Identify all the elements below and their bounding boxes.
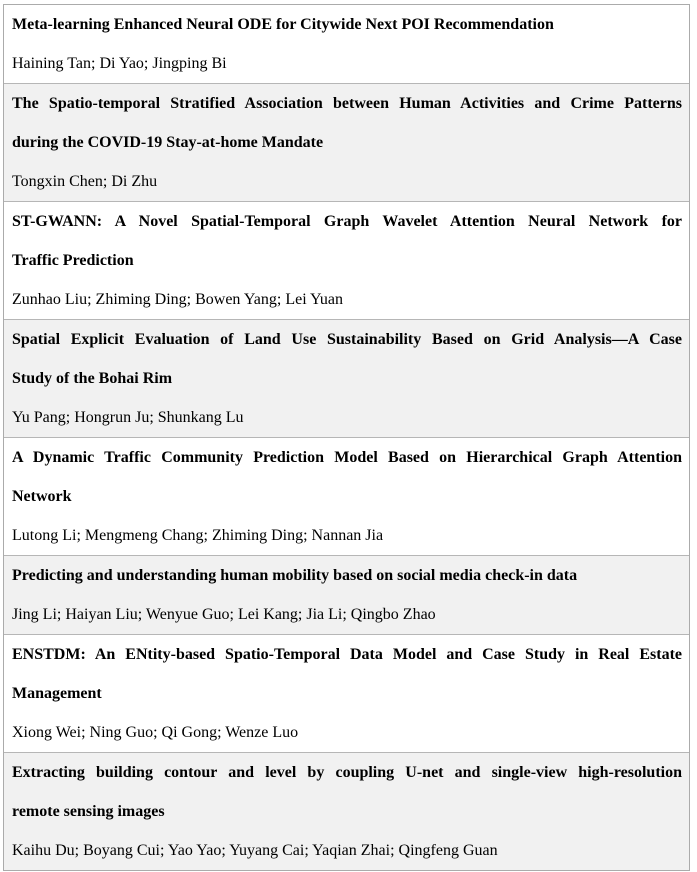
paper-title (12, 320, 682, 398)
paper-authors: Xiong Wei; Ning Guo; Qi Gong; Wenze Luo (12, 724, 299, 741)
paper-title (12, 753, 682, 831)
paper-row (4, 319, 689, 437)
paper-authors: Jing Li; Haiyan Liu; Wenyue Guo; Lei Kang; Jia Li; Qingbo Zhao (12, 606, 436, 623)
paper-row (4, 752, 689, 870)
paper-title (12, 635, 682, 713)
paper-row (4, 83, 689, 201)
paper-title-line: Traffic Prediction (12, 252, 134, 269)
paper-title-line: during the COVID-19 Stay-at-home Mandate (12, 134, 324, 151)
paper-title-line: ST-GWANN: A Novel Spatial-Temporal Graph Wavelet Attention Neural Network for (12, 213, 682, 230)
paper-authors: Zunhao Liu; Zhiming Ding; Bowen Yang; Lei Yuan (12, 291, 343, 308)
paper-row (4, 555, 689, 634)
paper-title-line: Spatial Explicit Evaluation of Land Use Sustainability Based on Grid Analysis—A Case (12, 331, 682, 348)
paper-authors: Kaihu Du; Boyang Cui; Yao Yao; Yuyang Cai; Yaqian Zhai; Qingfeng Guan (12, 842, 498, 859)
paper-title-line: A Dynamic Traffic Community Prediction Model Based on Hierarchical Graph Attention (12, 449, 682, 466)
paper-title (12, 438, 682, 516)
paper-title (12, 202, 682, 280)
paper-authors: Haining Tan; Di Yao; Jingping Bi (12, 55, 227, 72)
paper-title-line: ENSTDM: An ENtity-based Spatio-Temporal Data Model and Case Study in Real Estate (12, 646, 682, 663)
paper-title (12, 556, 682, 595)
paper-authors: Tongxin Chen; Di Zhu (12, 173, 158, 190)
paper-list (3, 4, 690, 871)
paper-title-line: Network (12, 488, 72, 505)
paper-title-line: Study of the Bohai Rim (12, 370, 173, 387)
paper-title-line: Predicting and understanding human mobility based on social media check-in data (12, 567, 578, 584)
paper-row (4, 634, 689, 752)
paper-title (12, 5, 682, 44)
paper-authors: Lutong Li; Mengmeng Chang; Zhiming Ding; Nannan Jia (12, 527, 384, 544)
paper-title-line: Extracting building contour and level by coupling U-net and single-view high-resolution (12, 764, 682, 781)
paper-authors: Yu Pang; Hongrun Ju; Shunkang Lu (12, 409, 244, 426)
paper-title-line: The Spatio-temporal Stratified Association between Human Activities and Crime Patterns (12, 95, 682, 112)
paper-title-line: Meta-learning Enhanced Neural ODE for Citywide Next POI Recommendation (12, 16, 554, 33)
paper-row (4, 201, 689, 319)
paper-title-line: remote sensing images (12, 803, 165, 820)
paper-title (12, 84, 682, 162)
paper-title-line: Management (12, 685, 102, 702)
paper-row (4, 5, 689, 83)
paper-row (4, 437, 689, 555)
